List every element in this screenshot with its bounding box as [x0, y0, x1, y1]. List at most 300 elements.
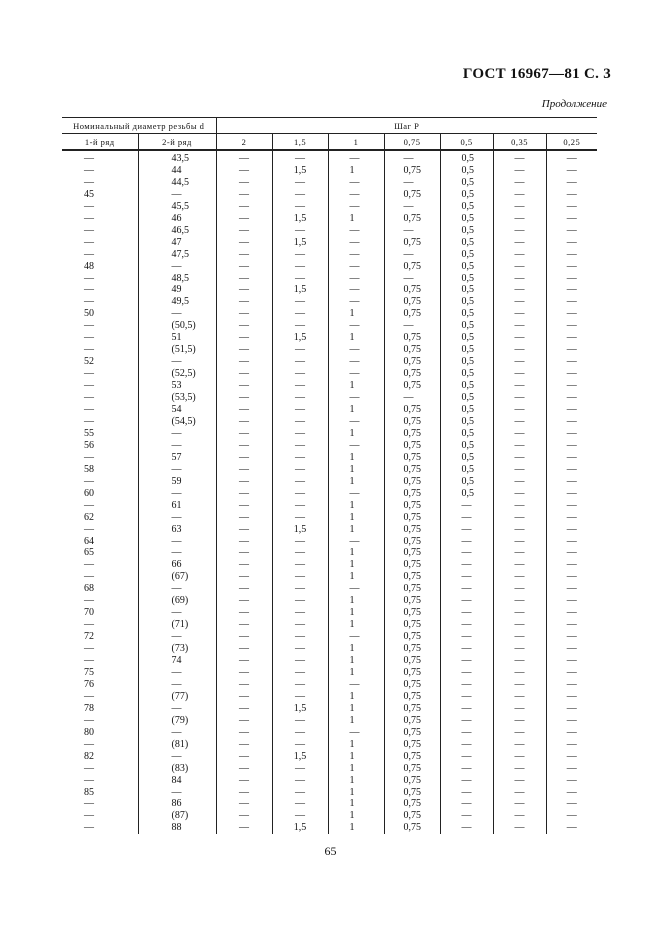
table-cell: —	[440, 536, 493, 548]
table-cell: —	[216, 177, 272, 189]
table-cell: —	[272, 464, 328, 476]
table-row	[62, 559, 597, 571]
table-cell: —	[546, 571, 597, 583]
table-cell: (51,5)	[138, 344, 216, 356]
table-cell: —	[216, 189, 272, 201]
table-cell: 0,5	[440, 150, 493, 165]
table-row	[62, 368, 597, 380]
table-cell: 60	[84, 487, 94, 499]
table-cell: 53	[138, 380, 216, 392]
table-cell: —	[546, 428, 597, 440]
table-cell: —	[272, 631, 328, 643]
table-cell: 0,75	[384, 703, 440, 715]
table-cell: —	[493, 368, 546, 380]
table-cell: 64	[84, 535, 94, 547]
table-cell: 1,5	[272, 284, 328, 296]
table-cell: —	[493, 225, 546, 237]
table-cell: —	[546, 715, 597, 727]
table-cell: —	[84, 451, 94, 463]
table-cell: —	[84, 643, 94, 655]
table-row	[62, 715, 597, 727]
table-cell: —	[493, 810, 546, 822]
table-cell: —	[384, 225, 440, 237]
table-cell: —	[546, 595, 597, 607]
table-cell: —	[440, 775, 493, 787]
table-cell: —	[546, 177, 597, 189]
table-cell: —	[493, 416, 546, 428]
table-cell: 44,5	[138, 177, 216, 189]
table-cell: —	[384, 177, 440, 189]
table-cell: —	[546, 500, 597, 512]
table-row	[62, 787, 597, 799]
table-cell: —	[216, 416, 272, 428]
table-cell: 1,5	[272, 237, 328, 249]
table-cell: 0,5	[440, 261, 493, 273]
table-cell: 1	[328, 607, 384, 619]
table-cell: 0,5	[440, 201, 493, 213]
table-cell: 78	[84, 702, 94, 714]
table-cell: 0,5	[440, 344, 493, 356]
table-header-group-row	[62, 118, 597, 134]
table-cell: —	[272, 691, 328, 703]
table-cell: —	[216, 631, 272, 643]
column-header: 1,5	[272, 134, 328, 151]
table-cell: —	[272, 440, 328, 452]
table-cell: —	[216, 763, 272, 775]
table-cell: 1	[328, 810, 384, 822]
table-cell: 0,5	[440, 177, 493, 189]
table-cell: 80	[84, 726, 94, 738]
table-cell: 0,75	[384, 356, 440, 368]
table-cell: —	[216, 524, 272, 536]
table-cell: —	[272, 810, 328, 822]
table-row	[62, 822, 597, 834]
table-cell: —	[272, 727, 328, 739]
table-cell: —	[440, 571, 493, 583]
table-cell: —	[328, 727, 384, 739]
table-cell: 0,5	[440, 225, 493, 237]
table-cell: 0,75	[384, 787, 440, 799]
table-cell: (73)	[138, 643, 216, 655]
table-cell: —	[272, 787, 328, 799]
table-cell: 54	[138, 404, 216, 416]
table-cell: —	[84, 798, 94, 810]
table-cell: —	[440, 631, 493, 643]
table-cell: 1	[328, 512, 384, 524]
table-cell: —	[272, 655, 328, 667]
table-cell: —	[272, 583, 328, 595]
table-cell: 0,75	[384, 775, 440, 787]
table-cell: 0,5	[440, 213, 493, 225]
table-cell: —	[493, 643, 546, 655]
table-cell: 1	[328, 559, 384, 571]
table-cell: —	[493, 822, 546, 834]
table-cell: —	[272, 452, 328, 464]
table-cell: 1	[328, 619, 384, 631]
table-cell: 0,5	[440, 189, 493, 201]
table-cell: —	[546, 237, 597, 249]
table-cell: —	[272, 547, 328, 559]
page-header-title: ГОСТ 16967—81 С. 3	[462, 66, 611, 82]
table-cell: (79)	[138, 715, 216, 727]
table-cell: —	[546, 751, 597, 763]
thread-pitch-table-container	[62, 117, 597, 834]
table-cell: —	[216, 739, 272, 751]
table-cell: 47	[138, 237, 216, 249]
table-cell: —	[138, 679, 216, 691]
table-cell: 0,5	[440, 440, 493, 452]
table-cell: —	[138, 356, 216, 368]
table-cell: 0,75	[384, 332, 440, 344]
table-cell: —	[216, 201, 272, 213]
table-row	[62, 571, 597, 583]
table-cell: —	[216, 619, 272, 631]
table-cell: (50,5)	[138, 320, 216, 332]
page-number: 65	[324, 844, 337, 858]
table-cell: 0,75	[384, 583, 440, 595]
table-cell: —	[493, 571, 546, 583]
table-cell: —	[546, 296, 597, 308]
table-cell: 1,5	[272, 751, 328, 763]
table-cell: —	[546, 559, 597, 571]
table-cell: —	[440, 822, 493, 834]
table-cell: 0,75	[384, 595, 440, 607]
table-cell: —	[272, 500, 328, 512]
table-cell: —	[216, 751, 272, 763]
table-cell: —	[493, 284, 546, 296]
table-cell: —	[272, 775, 328, 787]
table-cell: —	[84, 368, 94, 380]
table-cell: —	[546, 476, 597, 488]
table-cell: —	[546, 404, 597, 416]
table-cell: 0,5	[440, 237, 493, 249]
table-cell: —	[493, 201, 546, 213]
table-cell: —	[84, 499, 94, 511]
table-cell: —	[440, 679, 493, 691]
table-row	[62, 392, 597, 404]
table-cell: —	[546, 547, 597, 559]
table-cell: —	[138, 751, 216, 763]
table-cell: —	[84, 248, 94, 260]
table-cell: —	[493, 150, 546, 165]
table-cell: 1	[328, 715, 384, 727]
table-cell: —	[546, 392, 597, 404]
table-row	[62, 583, 597, 595]
table-cell: 0,75	[384, 512, 440, 524]
table-cell: 1	[328, 500, 384, 512]
table-body	[62, 150, 597, 834]
table-cell: —	[493, 667, 546, 679]
table-row	[62, 703, 597, 715]
table-cell: —	[493, 177, 546, 189]
table-cell: —	[84, 404, 94, 416]
table-cell: —	[84, 153, 94, 164]
table-cell: —	[493, 308, 546, 320]
table-cell: —	[84, 762, 94, 774]
table-cell: —	[493, 332, 546, 344]
table-cell: —	[546, 703, 597, 715]
table-cell: 52	[84, 356, 94, 368]
table-cell: 0,5	[440, 380, 493, 392]
table-cell: 48,5	[138, 273, 216, 285]
table-cell: —	[216, 583, 272, 595]
table-cell: —	[328, 583, 384, 595]
table-row	[62, 512, 597, 524]
table-cell: —	[216, 356, 272, 368]
table-cell: 1	[328, 165, 384, 177]
table-cell: —	[493, 344, 546, 356]
table-cell: —	[84, 595, 94, 607]
table-cell: —	[440, 787, 493, 799]
table-cell: —	[493, 547, 546, 559]
table-row	[62, 667, 597, 679]
table-row	[62, 237, 597, 249]
table-cell: —	[440, 810, 493, 822]
table-cell: 0,75	[384, 715, 440, 727]
table-cell: —	[216, 392, 272, 404]
table-cell: —	[384, 392, 440, 404]
table-cell: —	[216, 667, 272, 679]
table-cell: —	[546, 512, 597, 524]
table-cell: 0,5	[440, 308, 493, 320]
table-cell: —	[216, 810, 272, 822]
table-cell: 51	[138, 332, 216, 344]
table-cell: 1	[328, 308, 384, 320]
table-cell: —	[328, 201, 384, 213]
table-row	[62, 189, 597, 201]
table-cell: 1	[328, 380, 384, 392]
table-cell: —	[546, 798, 597, 810]
table-cell: —	[138, 667, 216, 679]
table-cell: —	[272, 619, 328, 631]
table-cell: —	[546, 739, 597, 751]
table-cell: 45,5	[138, 201, 216, 213]
table-column-header-row	[62, 134, 597, 151]
table-cell: —	[440, 643, 493, 655]
table-cell: —	[546, 261, 597, 273]
table-cell: —	[138, 488, 216, 500]
table-cell: —	[216, 512, 272, 524]
table-cell: 63	[138, 524, 216, 536]
table-cell: (53,5)	[138, 392, 216, 404]
table-cell: —	[138, 536, 216, 548]
table-cell: —	[493, 798, 546, 810]
table-cell: —	[138, 428, 216, 440]
table-cell: —	[138, 547, 216, 559]
table-cell: —	[138, 607, 216, 619]
table-cell: 65	[84, 547, 94, 559]
table-cell: 1	[328, 595, 384, 607]
table-cell: 50	[84, 308, 94, 320]
table-cell: 0,75	[384, 763, 440, 775]
table-cell: —	[546, 667, 597, 679]
table-cell: —	[272, 273, 328, 285]
table-cell: —	[546, 727, 597, 739]
table-row	[62, 416, 597, 428]
table-cell: 0,75	[384, 536, 440, 548]
table-cell: —	[216, 284, 272, 296]
table-cell: 1	[328, 787, 384, 799]
table-row	[62, 679, 597, 691]
table-cell: —	[272, 249, 328, 261]
table-cell: —	[272, 356, 328, 368]
table-cell: —	[84, 690, 94, 702]
table-cell: 0,5	[440, 404, 493, 416]
table-cell: 0,5	[440, 488, 493, 500]
table-cell: 58	[84, 463, 94, 475]
table-row	[62, 249, 597, 261]
table-cell: —	[272, 715, 328, 727]
table-cell: —	[272, 798, 328, 810]
table-cell: —	[546, 368, 597, 380]
table-cell: —	[272, 763, 328, 775]
table-row	[62, 643, 597, 655]
table-cell: 46,5	[138, 225, 216, 237]
table-cell: 1,5	[272, 822, 328, 834]
table-cell: —	[546, 452, 597, 464]
column-header: 1-й ряд	[62, 134, 138, 151]
table-cell: 0,75	[384, 237, 440, 249]
table-cell: —	[216, 643, 272, 655]
table-cell: 0,75	[384, 727, 440, 739]
table-row	[62, 380, 597, 392]
table-cell: 0,75	[384, 500, 440, 512]
table-cell: 48	[84, 260, 94, 272]
table-cell: 0,5	[440, 320, 493, 332]
table-cell: 1	[328, 404, 384, 416]
table-cell: 0,75	[384, 380, 440, 392]
table-cell: —	[546, 583, 597, 595]
table-cell: —	[493, 440, 546, 452]
table-cell: —	[328, 273, 384, 285]
table-cell: —	[272, 225, 328, 237]
table-cell: 0,5	[440, 476, 493, 488]
table-cell: —	[546, 619, 597, 631]
table-cell: —	[440, 655, 493, 667]
column-header: 0,75	[384, 134, 440, 151]
table-cell: 0,75	[384, 440, 440, 452]
column-header: 1	[328, 134, 384, 151]
table-cell: 1,5	[272, 703, 328, 715]
table-cell: —	[493, 727, 546, 739]
table-cell: —	[216, 452, 272, 464]
table-row	[62, 547, 597, 559]
table-cell: —	[216, 440, 272, 452]
table-cell: —	[440, 583, 493, 595]
table-cell: —	[440, 691, 493, 703]
table-cell: —	[84, 475, 94, 487]
table-cell: —	[546, 356, 597, 368]
table-cell: —	[216, 727, 272, 739]
table-cell: 1	[328, 798, 384, 810]
table-cell: —	[328, 344, 384, 356]
thread-pitch-table	[62, 117, 597, 834]
table-cell: —	[216, 703, 272, 715]
table-cell: —	[216, 380, 272, 392]
table-cell: —	[272, 177, 328, 189]
table-row	[62, 775, 597, 787]
table-row	[62, 213, 597, 225]
table-cell: —	[216, 715, 272, 727]
table-cell: —	[328, 189, 384, 201]
table-cell: 1,5	[272, 165, 328, 177]
table-cell: —	[138, 464, 216, 476]
table-cell: —	[546, 763, 597, 775]
table-cell: —	[216, 428, 272, 440]
table-cell: —	[546, 631, 597, 643]
table-cell: —	[440, 500, 493, 512]
table-cell: —	[272, 392, 328, 404]
table-cell: —	[216, 273, 272, 285]
table-row	[62, 344, 597, 356]
table-cell: 0,75	[384, 296, 440, 308]
table-cell: —	[546, 165, 597, 177]
table-cell: —	[493, 237, 546, 249]
table-cell: —	[84, 655, 94, 667]
table-cell: 45	[84, 188, 94, 200]
table-cell: —	[272, 476, 328, 488]
table-cell: —	[84, 176, 94, 188]
table-cell: 0,75	[384, 344, 440, 356]
table-cell: —	[440, 619, 493, 631]
table-cell: —	[216, 655, 272, 667]
table-cell: —	[84, 392, 94, 404]
table-cell: —	[493, 751, 546, 763]
table-cell: 0,75	[384, 284, 440, 296]
table-cell: —	[272, 488, 328, 500]
table-cell: —	[493, 512, 546, 524]
table-cell: —	[493, 476, 546, 488]
table-cell: —	[440, 715, 493, 727]
table-cell: 0,75	[384, 488, 440, 500]
table-cell: —	[328, 225, 384, 237]
table-cell: 1	[328, 547, 384, 559]
table-cell: —	[493, 691, 546, 703]
table-cell: —	[328, 150, 384, 165]
table-cell: —	[216, 249, 272, 261]
table-cell: —	[440, 763, 493, 775]
table-cell: —	[493, 775, 546, 787]
table-cell: —	[216, 464, 272, 476]
table-cell: —	[272, 296, 328, 308]
table-cell: 0,75	[384, 691, 440, 703]
table-cell: —	[84, 810, 94, 822]
table-cell: (83)	[138, 763, 216, 775]
table-cell: —	[546, 822, 597, 834]
table-cell: —	[493, 619, 546, 631]
table-cell: —	[216, 691, 272, 703]
table-cell: 0,75	[384, 165, 440, 177]
table-cell: —	[546, 440, 597, 452]
table-cell: —	[440, 751, 493, 763]
table-cell: 61	[138, 500, 216, 512]
table-cell: —	[84, 284, 94, 296]
table-cell: 75	[84, 666, 94, 678]
table-cell: —	[493, 679, 546, 691]
table-cell: —	[216, 404, 272, 416]
table-cell: 1	[328, 667, 384, 679]
table-cell: —	[84, 822, 94, 834]
table-cell: —	[216, 320, 272, 332]
table-cell: —	[216, 165, 272, 177]
table-cell: —	[328, 416, 384, 428]
table-cell: —	[328, 679, 384, 691]
table-cell: 0,75	[384, 213, 440, 225]
table-cell: —	[272, 404, 328, 416]
table-cell: —	[216, 261, 272, 273]
column-header: 0,25	[546, 134, 597, 151]
table-cell: —	[440, 512, 493, 524]
